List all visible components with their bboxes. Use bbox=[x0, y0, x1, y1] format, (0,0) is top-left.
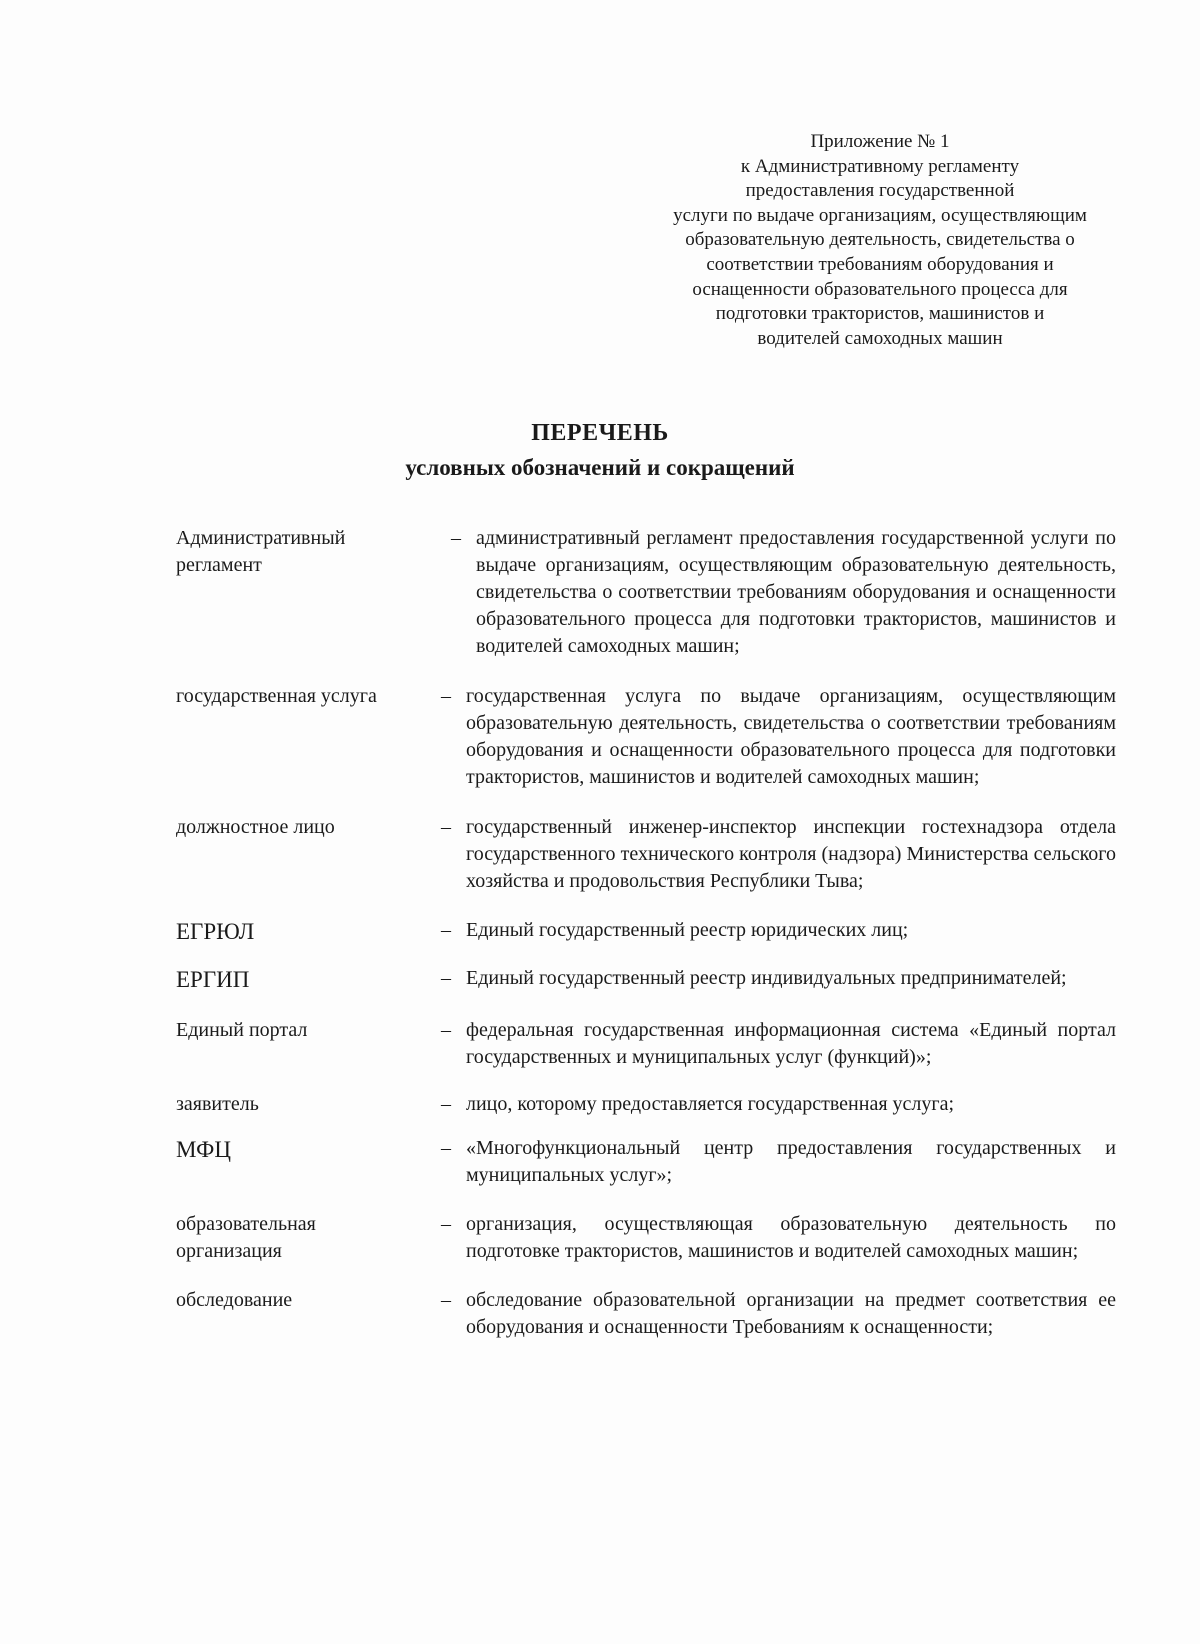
appendix-line: подготовки трактористов, машинистов и bbox=[715, 303, 1045, 325]
appendix-line: к Административному регламенту bbox=[740, 155, 1020, 177]
term-dash: – bbox=[441, 919, 451, 941]
term-name: заявитель bbox=[176, 1093, 259, 1115]
term-definition: административный регламент предоставления государственной услуги по выдаче организациям, осуществляющим образовательную деятельность, свидетельства о соответствии требованиям оборудования и оснащенности образовательного процесса для подготовки трактористов, машинистов и водителей самоходных машин; bbox=[476, 527, 1116, 657]
term-definition: «Многофункциональный центр предоставления государственных и муниципальных услуг»; bbox=[466, 1137, 1116, 1186]
appendix-line: предоставления государственной bbox=[745, 180, 1015, 202]
term-row bbox=[176, 814, 1116, 895]
document-title: ПЕРЕЧЕНЬ bbox=[531, 420, 669, 446]
term-dash: – bbox=[441, 1019, 451, 1041]
term-definition: Единый государственный реестр юридических лиц; bbox=[466, 919, 909, 941]
term-dash: – bbox=[441, 967, 451, 989]
term-name: образовательная организация bbox=[176, 1213, 316, 1262]
term-definition: Единый государственный реестр индивидуальных предпринимателей; bbox=[466, 967, 1067, 989]
term-name: Единый портал bbox=[176, 1019, 308, 1041]
term-row bbox=[176, 1017, 1116, 1071]
term-definition: государственная услуга по выдаче организациям, осуществляющим образовательную деятельность, свидетельства о соответствии требованиям оборудования и оснащенности образовательного процесса для подготовки трактористов, машинистов и водителей самоходных машин; bbox=[466, 685, 1116, 788]
appendix-line: оснащенности образовательного процесса для bbox=[692, 278, 1068, 300]
term-row bbox=[176, 683, 1116, 791]
term-dash: – bbox=[441, 816, 451, 838]
term-definition: федеральная государственная информационная система «Единый портал государственных и муниципальных услуг (функций)»; bbox=[466, 1019, 1116, 1068]
terms-list bbox=[176, 525, 1116, 1341]
term-dash: – bbox=[441, 1137, 451, 1159]
term-definition: лицо, которому предоставляется государственная услуга; bbox=[466, 1093, 955, 1115]
term-row bbox=[176, 917, 1116, 947]
term-row bbox=[176, 1287, 1116, 1341]
appendix-line: Приложение № 1 bbox=[810, 131, 950, 152]
appendix-line: соответствии требованиям оборудования и bbox=[706, 253, 1054, 275]
term-dash: – bbox=[441, 1213, 451, 1235]
term-dash: – bbox=[441, 685, 451, 707]
term-name: ЕРГИП bbox=[176, 967, 250, 992]
term-row bbox=[176, 965, 1116, 995]
appendix-header bbox=[630, 130, 1130, 351]
document-subtitle: условных обозначений и сокращений bbox=[405, 455, 795, 480]
appendix-line: услуги по выдаче организациям, осуществляющим bbox=[673, 204, 1087, 226]
term-row bbox=[176, 1211, 1116, 1265]
term-name: должностное лицо bbox=[176, 816, 335, 838]
term-definition: государственный инженер-инспектор инспекции гостехнадзора отдела государственного технического контроля (надзора) Министерства сельского хозяйства и продовольствия Республики Тыва; bbox=[466, 816, 1116, 892]
term-dash: – bbox=[441, 1093, 451, 1115]
term-name: государственная услуга bbox=[176, 685, 377, 707]
term-definition: обследование образовательной организации на предмет соответствия ее оборудования и оснащенности Требованиям к оснащенности; bbox=[466, 1289, 1116, 1338]
term-row bbox=[176, 1135, 1116, 1189]
appendix-line: образовательную деятельность, свидетельства о bbox=[685, 229, 1075, 251]
term-dash: – bbox=[441, 1289, 451, 1311]
term-dash: – bbox=[451, 527, 461, 549]
term-name: Административный регламент bbox=[176, 527, 346, 576]
term-row bbox=[176, 1091, 1116, 1118]
term-row bbox=[176, 525, 1116, 660]
term-definition: организация, осуществляющая образовательную деятельность по подготовке трактористов, машинистов и водителей самоходных машин; bbox=[466, 1213, 1116, 1262]
term-name: ЕГРЮЛ bbox=[176, 919, 255, 944]
appendix-line: водителей самоходных машин bbox=[757, 327, 1003, 349]
term-name: обследование bbox=[176, 1289, 293, 1311]
term-name: МФЦ bbox=[176, 1137, 231, 1162]
